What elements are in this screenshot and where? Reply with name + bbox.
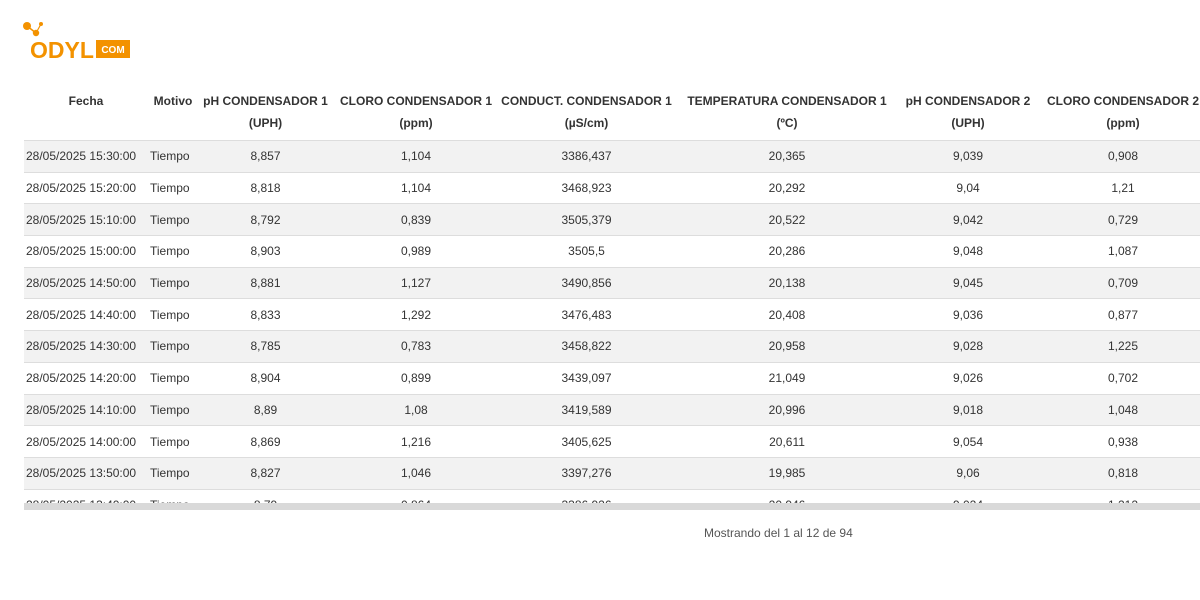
column-header-cloro-condensador-2[interactable] [1036,90,1200,141]
cell-ph-condensador-1: 8,869 [198,426,333,458]
cell-fecha: 28/05/2025 14:20:00 [24,362,148,394]
column-header-label: pH CONDENSADOR 2 [905,94,1031,108]
cell-ph-condensador-2: 9,06 [900,457,1036,489]
cell-motivo: Tiempo [148,394,198,426]
cell-cloro-condensador-1: 0,899 [333,362,499,394]
cell-conduct-condensador-1: 3458,822 [499,331,674,363]
cell-cloro-condensador-2: 1,21 [1036,172,1200,204]
cell-temperatura-condensador-1: 20,365 [674,141,900,173]
cell-cloro-condensador-1: 1,08 [333,394,499,426]
column-header-label: pH CONDENSADOR 1 [203,94,328,108]
cell-ph-condensador-2: 9,018 [900,394,1036,426]
cell-conduct-condensador-1: 3505,5 [499,236,674,268]
cell-cloro-condensador-2: 0,877 [1036,299,1200,331]
table-row[interactable] [24,267,1200,299]
pagination-info: Mostrando del 1 al 12 de 94 [704,526,853,540]
table-row[interactable] [24,426,1200,458]
cell-motivo: Tiempo [148,426,198,458]
column-header-conduct-condensador-1[interactable] [499,90,674,141]
cell-ph-condensador-2: 9,04 [900,172,1036,204]
column-header-unit: (UPH) [248,116,283,130]
column-header-label: CLORO CONDENSADOR 2 [1046,94,1199,108]
cell-conduct-condensador-1: 3490,856 [499,267,674,299]
cell-ph-condensador-1: 8,818 [198,172,333,204]
column-header-unit: (UPH) [951,116,985,130]
cell-motivo: Tiempo [148,362,198,394]
column-header-temperatura-condensador-1[interactable] [674,90,900,141]
cell-motivo: Tiempo [148,236,198,268]
cell-temperatura-condensador-1: 20,292 [674,172,900,204]
cell-cloro-condensador-1: 1,216 [333,426,499,458]
cell-motivo: Tiempo [148,172,198,204]
cell-ph-condensador-1: 8,89 [198,394,333,426]
cell-conduct-condensador-1: 3468,923 [499,172,674,204]
data-table-scroll-area[interactable] [24,90,1200,507]
column-header-unit: (ºC) [776,116,798,130]
cell-temperatura-condensador-1: 20,522 [674,204,900,236]
column-header-fecha[interactable] [24,90,148,141]
cell-conduct-condensador-1: 3505,379 [499,204,674,236]
cell-fecha: 28/05/2025 15:30:00 [24,141,148,173]
cell-ph-condensador-2: 9,054 [900,426,1036,458]
table-row[interactable] [24,141,1200,173]
cell-temperatura-condensador-1: 20,138 [674,267,900,299]
cell-temperatura-condensador-1: 20,611 [674,426,900,458]
cell-motivo: Tiempo [148,204,198,236]
table-row[interactable] [24,204,1200,236]
cell-cloro-condensador-2: 0,709 [1036,267,1200,299]
cell-fecha: 28/05/2025 15:10:00 [24,204,148,236]
column-header-unit: (ppm) [1106,116,1140,130]
column-header-ph-condensador-1[interactable] [198,90,333,141]
cell-cloro-condensador-2: 0,729 [1036,204,1200,236]
cell-cloro-condensador-2: 0,938 [1036,426,1200,458]
cell-fecha: 28/05/2025 14:30:00 [24,331,148,363]
column-header-cloro-condensador-1[interactable] [333,90,499,141]
table-row[interactable] [24,236,1200,268]
cell-conduct-condensador-1: 3405,625 [499,426,674,458]
cell-fecha: 28/05/2025 14:40:00 [24,299,148,331]
cell-conduct-condensador-1: 3419,589 [499,394,674,426]
cell-ph-condensador-1: 8,785 [198,331,333,363]
cell-cloro-condensador-2: 0,818 [1036,457,1200,489]
cell-ph-condensador-1: 8,827 [198,457,333,489]
column-header-ph-condensador-2[interactable] [900,90,1036,141]
cell-ph-condensador-1: 8,881 [198,267,333,299]
header-row [24,90,1200,141]
cell-cloro-condensador-2: 1,225 [1036,331,1200,363]
cell-ph-condensador-1: 8,857 [198,141,333,173]
cell-ph-condensador-2: 9,042 [900,204,1036,236]
cell-conduct-condensador-1: 3476,483 [499,299,674,331]
cell-motivo: Tiempo [148,267,198,299]
cell-ph-condensador-2: 9,045 [900,267,1036,299]
cell-ph-condensador-2: 9,036 [900,299,1036,331]
cell-fecha: 28/05/2025 14:50:00 [24,267,148,299]
table-row[interactable] [24,299,1200,331]
data-table [24,90,1200,507]
cell-cloro-condensador-1: 1,292 [333,299,499,331]
cell-cloro-condensador-1: 0,989 [333,236,499,268]
cell-temperatura-condensador-1: 20,958 [674,331,900,363]
cell-ph-condensador-1: 8,903 [198,236,333,268]
cell-cloro-condensador-1: 1,104 [333,141,499,173]
cell-cloro-condensador-2: 1,087 [1036,236,1200,268]
cell-conduct-condensador-1: 3386,437 [499,141,674,173]
cell-fecha: 28/05/2025 14:10:00 [24,394,148,426]
column-header-unit: (µS/cm) [564,116,609,130]
cell-ph-condensador-1: 8,833 [198,299,333,331]
column-header-label: Motivo [153,94,193,108]
table-row[interactable] [24,362,1200,394]
table-body [24,141,1200,508]
cell-cloro-condensador-1: 1,046 [333,457,499,489]
cell-conduct-condensador-1: 3397,276 [499,457,674,489]
cell-fecha: 28/05/2025 15:00:00 [24,236,148,268]
column-header-unit: (ppm) [399,116,433,130]
cell-ph-condensador-1: 8,792 [198,204,333,236]
cell-ph-condensador-2: 9,026 [900,362,1036,394]
table-row[interactable] [24,331,1200,363]
column-header-label: Fecha [68,94,104,108]
cell-ph-condensador-2: 9,039 [900,141,1036,173]
cell-motivo: Tiempo [148,141,198,173]
brand-name: ODYL [30,37,94,62]
cell-temperatura-condensador-1: 20,286 [674,236,900,268]
table-row[interactable] [24,394,1200,426]
cell-cloro-condensador-1: 1,127 [333,267,499,299]
cell-cloro-condensador-2: 0,702 [1036,362,1200,394]
cell-ph-condensador-2: 9,028 [900,331,1036,363]
cell-ph-condensador-2: 9,048 [900,236,1036,268]
horizontal-scrollbar[interactable] [24,503,1200,510]
column-header-label: CLORO CONDENSADOR 1 [339,94,492,108]
brand-suffix: COM [101,45,125,56]
cell-cloro-condensador-1: 1,104 [333,172,499,204]
cell-fecha: 28/05/2025 14:00:00 [24,426,148,458]
cell-ph-condensador-1: 8,904 [198,362,333,394]
cell-temperatura-condensador-1: 20,996 [674,394,900,426]
cell-motivo: Tiempo [148,457,198,489]
column-header-motivo[interactable] [148,90,198,141]
cell-cloro-condensador-1: 0,839 [333,204,499,236]
cell-cloro-condensador-2: 1,048 [1036,394,1200,426]
cell-cloro-condensador-1: 0,783 [333,331,499,363]
cell-temperatura-condensador-1: 19,985 [674,457,900,489]
cell-fecha: 28/05/2025 13:50:00 [24,457,148,489]
cell-motivo: Tiempo [148,331,198,363]
cell-motivo: Tiempo [148,299,198,331]
cell-conduct-condensador-1: 3439,097 [499,362,674,394]
cell-cloro-condensador-2: 0,908 [1036,141,1200,173]
table-row[interactable] [24,172,1200,204]
odyl-logo [18,20,138,62]
odyl-logo-graphic [18,20,138,62]
table-row[interactable] [24,457,1200,489]
column-header-label: CONDUCT. CONDENSADOR 1 [501,94,672,108]
cell-temperatura-condensador-1: 20,408 [674,299,900,331]
cell-temperatura-condensador-1: 21,049 [674,362,900,394]
column-header-label: TEMPERATURA CONDENSADOR 1 [687,94,887,108]
cell-fecha: 28/05/2025 15:20:00 [24,172,148,204]
